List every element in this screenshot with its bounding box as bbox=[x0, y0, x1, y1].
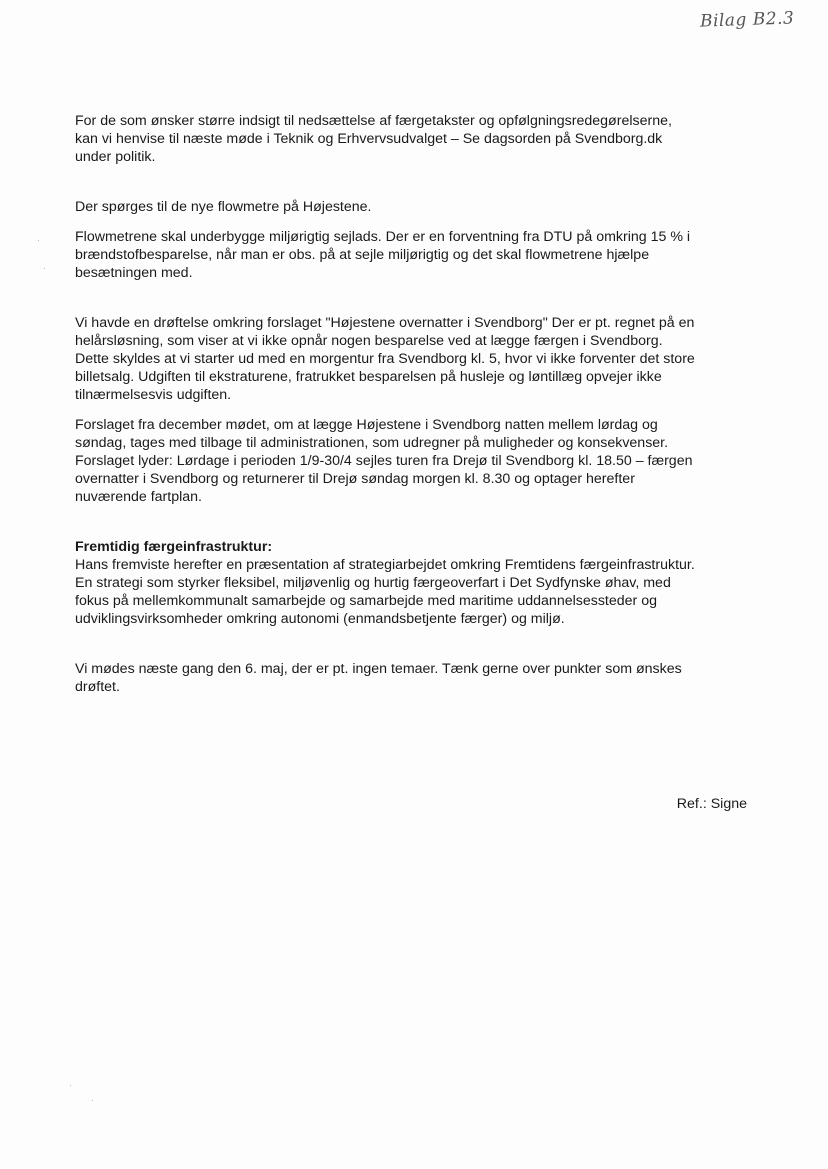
paragraph-flowmeter-question: Der spørges til de nye flowmetre på Højestene. bbox=[75, 199, 372, 215]
scan-speck bbox=[92, 1100, 93, 1101]
document-body bbox=[75, 112, 765, 696]
scan-speck bbox=[38, 240, 39, 241]
scan-speck bbox=[70, 1085, 71, 1086]
paragraph-flowmeter-answer: Flowmetrene skal underbygge miljørigtig sejlads. Der er en forventning fra DTU på omkring 15 % i brændstofbesparelse, når man er obs. på at sejle miljørigtig og det skal flowmetrene hjælpe besætningen med. bbox=[75, 229, 691, 281]
reference-signature: Ref.: Signe bbox=[676, 796, 747, 812]
scan-speck bbox=[44, 268, 45, 269]
paragraph-december-proposal: Forslaget fra december mødet, om at lægge Højestene i Svendborg natten mellem lørdag og søndag, tages med tilbage til administrationen, som udregner på muligheder og konsekvenser. Forslaget lyder: Lørdage i perioden 1/9-30/4 sejles turen fra Drejø til Svendborg kl. 18.50 – færgen overnatter i Svendborg og returnerer til Drejø søndag morgen kl. 8.30 og optager herefter nuværende fartplan. bbox=[75, 417, 693, 505]
paragraph-next-meeting: Vi mødes næste gang den 6. maj, der er pt. ingen temaer. Tænk gerne over punkter som ønskes drøftet. bbox=[75, 661, 682, 695]
paragraph-overnight-proposal: Vi havde en drøftelse omkring forslaget "Højestene overnatter i Svendborg" Der er pt. regnet på en helårsløsning, som viser at vi ikke opnår nogen besparelse ved at lægge færgen i Svendborg. Dette skyldes at vi starter ud med en morgentur fra Svendborg kl. 5, hvor vi ikke forventer det store billetsalg. Udgiften til ekstraturene, fratrukket besparelsen på husleje og løntillæg opvejer ikke tilnærmelsesvis udgiften. bbox=[75, 315, 695, 403]
handwritten-annotation: Bilag B2.3 bbox=[699, 8, 795, 32]
section-heading-infrastructure: Fremtidig færgeinfrastruktur: bbox=[75, 539, 273, 555]
paragraph-infrastructure: Hans fremviste herefter en præsentation af strategiarbejdet omkring Fremtidens færgeinfrastruktur. En strategi som styrker fleksibel, miljøvenlig og hurtig færgeoverfart i Det Sydfynske øhav, med fokus på mellemkommunalt samarbejde og samarbejde med maritime uddannelsessteder og udviklingsvirksomheder omkring autonomi (enmandsbetjente færger) og miljø. bbox=[75, 557, 695, 627]
paragraph-ferry-fares: For de som ønsker større indsigt til nedsættelse af færgetakster og opfølgningsredegørelserne, kan vi henvise til næste møde i Teknik og Erhvervsudvalget – Se dagsorden på Svendborg.dk under politik. bbox=[75, 113, 672, 165]
